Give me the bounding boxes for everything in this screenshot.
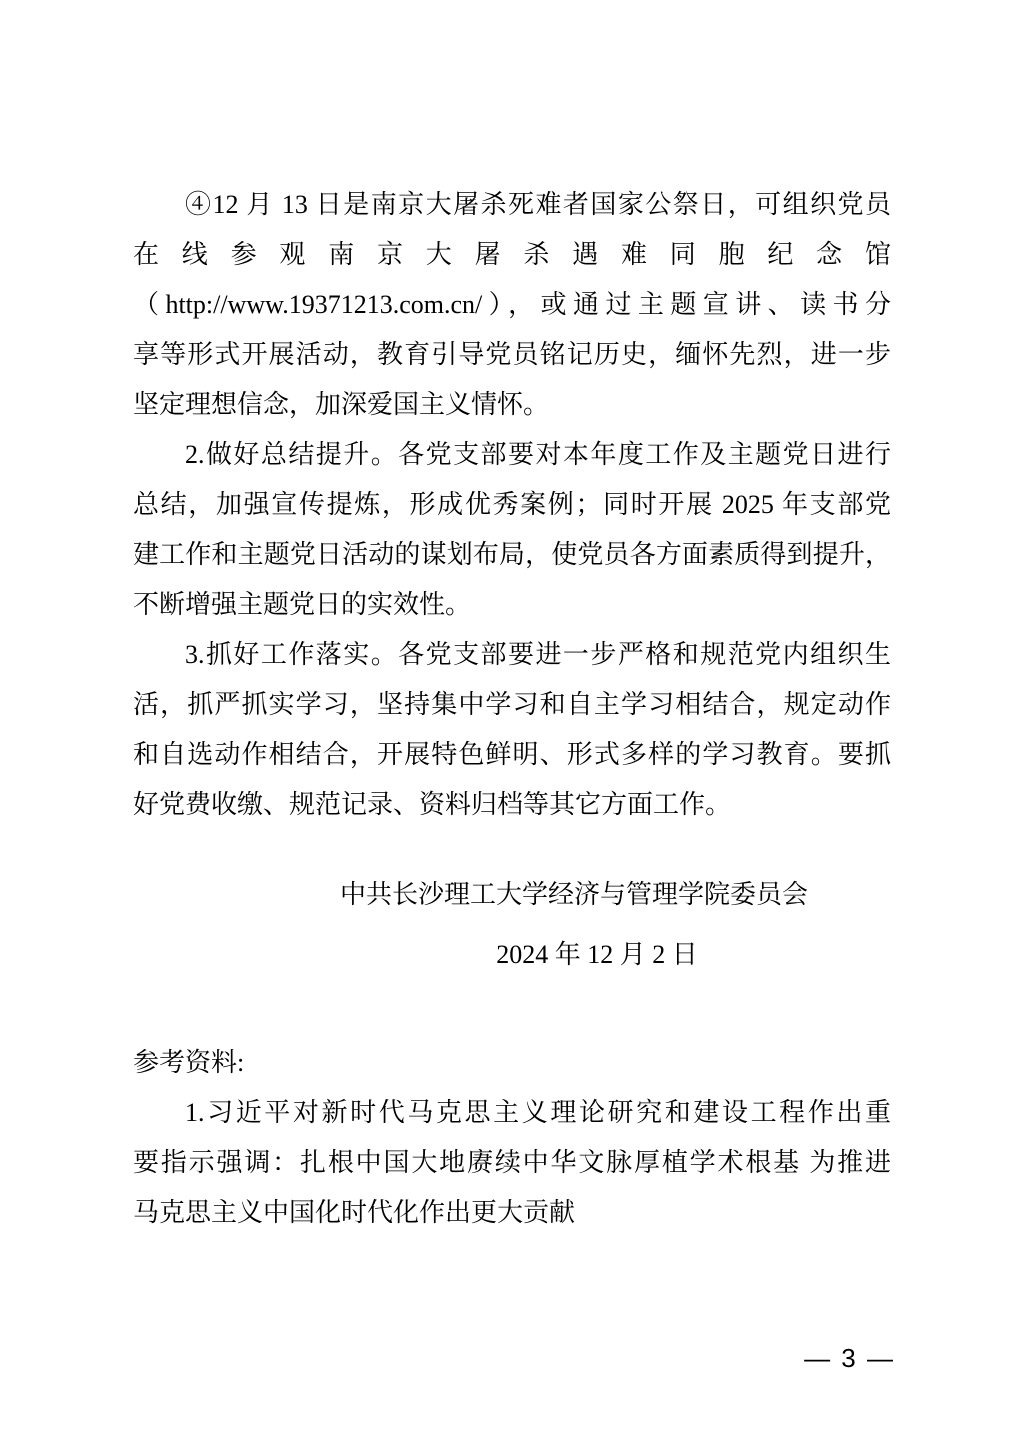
- signature-date: 2024 年 12 月 2 日: [496, 940, 698, 969]
- paragraph-3: [133, 630, 891, 830]
- text-line: 马克思主义中国化时代化作出更大贡献: [133, 1198, 576, 1227]
- text-line: 坚定理想信念，加深爱国主义情怀。: [133, 390, 550, 419]
- signature-block: [133, 870, 891, 980]
- page-number: — 3 —: [804, 1343, 895, 1373]
- text-line: 在线参观南京大屠杀遇难同胞纪念馆: [133, 240, 891, 269]
- text-line: 好党费收缴、规范记录、资料归档等其它方面工作。: [133, 790, 732, 819]
- text-line: 1.习近平对新时代马克思主义理论研究和建设工程作出重: [185, 1098, 891, 1127]
- references-heading: 参考资料:: [133, 1048, 245, 1077]
- text-line: ④12 月 13 日是南京大屠杀死难者国家公祭日，可组织党员: [185, 190, 891, 219]
- references-block: [133, 1038, 891, 1238]
- paragraph-2: [133, 430, 891, 630]
- text-line: 2.做好总结提升。各党支部要对本年度工作及主题党日进行: [185, 440, 891, 469]
- text-line: 建工作和主题党日活动的谋划布局，使党员各方面素质得到提升，: [133, 540, 891, 569]
- document-body: [133, 180, 891, 830]
- text-line: （http://www.19371213.com.cn/），或通过主题宣讲、读书分: [133, 290, 891, 319]
- paragraph-1: [133, 180, 891, 430]
- text-line: 总结，加强宣传提炼，形成优秀案例；同时开展 2025 年支部党: [133, 490, 891, 519]
- text-line: 不断增强主题党日的实效性。: [133, 590, 472, 619]
- text-line: 3.抓好工作落实。各党支部要进一步严格和规范党内组织生: [185, 640, 891, 669]
- signature-organization: 中共长沙理工大学经济与管理学院委员会: [339, 880, 808, 909]
- text-line: 享等形式开展活动，教育引导党员铭记历史，缅怀先烈，进一步: [133, 340, 891, 369]
- text-line: 要指示强调：扎根中国大地赓续中华文脉厚植学术根基 为推进: [133, 1148, 891, 1177]
- text-line: 活，抓严抓实学习，坚持集中学习和自主学习相结合，规定动作: [133, 690, 891, 719]
- text-line: 和自选动作相结合，开展特色鲜明、形式多样的学习教育。要抓: [133, 740, 891, 769]
